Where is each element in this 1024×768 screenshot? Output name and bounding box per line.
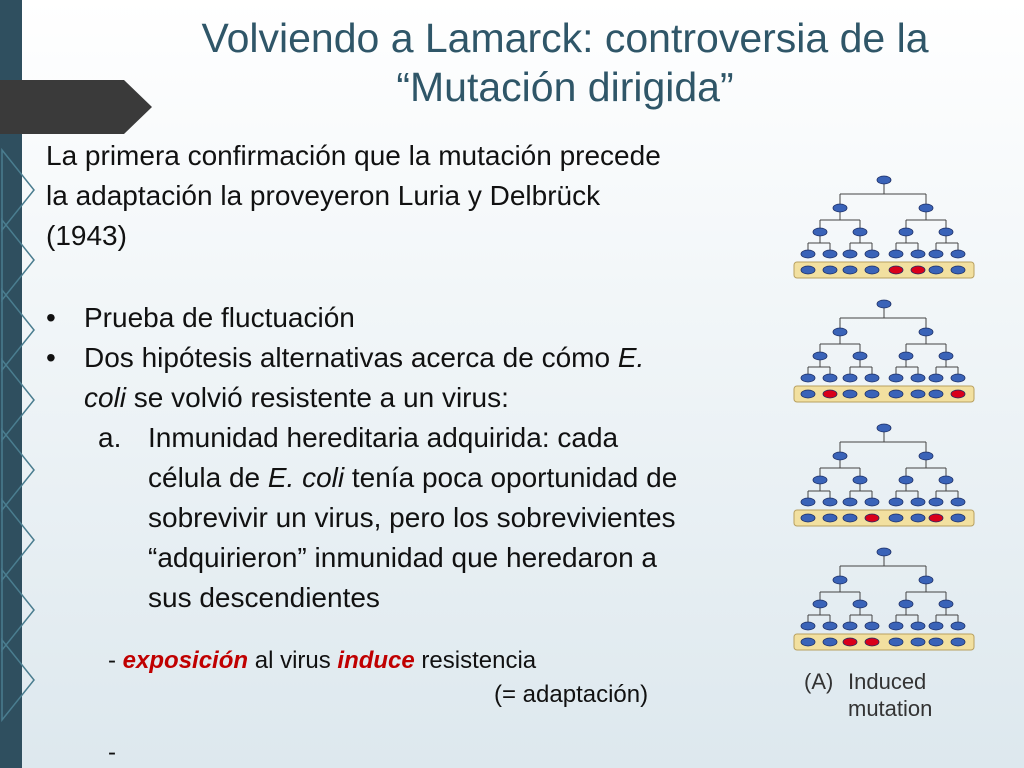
cell (877, 424, 891, 432)
note-dash: - (108, 647, 123, 674)
cell (929, 638, 943, 646)
cell (889, 250, 903, 258)
bullet-text-2b: se volvió resistente a un virus: (126, 382, 509, 413)
note-exposure: exposición (122, 647, 249, 674)
figure-label: (A) (804, 669, 834, 694)
induced-mutation-trees (788, 168, 980, 728)
cell (843, 622, 857, 630)
exposure-line-1 (108, 646, 728, 676)
cell (853, 600, 867, 608)
caption-line-2: mutation (848, 696, 933, 721)
cell (911, 250, 925, 258)
cell (801, 250, 815, 258)
cell (801, 514, 815, 522)
cell (865, 390, 879, 398)
cell (889, 622, 903, 630)
cell (911, 638, 925, 646)
ecoli-italic-a: E. (617, 342, 645, 373)
cell (951, 514, 965, 522)
cell (801, 390, 815, 398)
cell (823, 266, 837, 274)
figure-caption-text (848, 668, 988, 722)
cell (843, 514, 857, 522)
cell (877, 300, 891, 308)
sub-marker-a: a. (98, 422, 122, 453)
cell (843, 390, 857, 398)
cell (889, 498, 903, 506)
cell (853, 352, 867, 360)
cell (853, 228, 867, 236)
cell (813, 352, 827, 360)
cell (823, 390, 837, 398)
cell (877, 176, 891, 184)
bullet-marker: • (46, 342, 56, 373)
intro-line-1: La primera confirmación que la mutación precede (46, 140, 661, 171)
bullet-text-2-line-2 (84, 378, 509, 418)
sub-line-2b: tenía poca oportunidad de (344, 462, 678, 493)
cell (929, 514, 943, 522)
cell (929, 266, 943, 274)
cell (865, 374, 879, 382)
cell (919, 576, 933, 584)
cell (833, 204, 847, 212)
slide-title (130, 14, 1000, 112)
sub-line-4: “adquirieron” inmunidad que heredaron a (148, 542, 658, 573)
cell (865, 250, 879, 258)
exposure-note (108, 646, 728, 766)
cell (911, 374, 925, 382)
cell (929, 622, 943, 630)
cell (951, 498, 965, 506)
ecoli-italic-c: E. coli (267, 462, 345, 493)
cell (813, 228, 827, 236)
culture-plate (794, 634, 974, 650)
cell (929, 250, 943, 258)
cell (865, 498, 879, 506)
cell (951, 250, 965, 258)
intro-line-2: la adaptación la proveyeron Luria y Delbrück (46, 180, 601, 211)
cell (813, 600, 827, 608)
cell (951, 374, 965, 382)
cell (899, 352, 913, 360)
cell (911, 498, 925, 506)
cell (833, 328, 847, 336)
cell (951, 390, 965, 398)
cell (823, 622, 837, 630)
note-mid: al virus (248, 647, 338, 674)
cell (843, 638, 857, 646)
bullet-text-2a: Dos hipótesis alternativas acerca de cómo (84, 342, 618, 373)
cell (899, 600, 913, 608)
cell (951, 622, 965, 630)
cell (919, 328, 933, 336)
cell (801, 374, 815, 382)
cell (929, 374, 943, 382)
cell (911, 390, 925, 398)
bullet-text-1: Prueba de fluctuación (84, 302, 355, 333)
cell (865, 622, 879, 630)
cell (865, 638, 879, 646)
sub-line-2a: célula de (148, 462, 268, 493)
sub-line-3: sobrevivir un virus, pero los sobrevivientes (148, 502, 676, 533)
culture-plate (794, 510, 974, 526)
cell (833, 452, 847, 460)
cell (833, 576, 847, 584)
cell (919, 452, 933, 460)
cell (865, 266, 879, 274)
cell (813, 476, 827, 484)
cell (939, 228, 953, 236)
cell (801, 266, 815, 274)
second-dash: - (108, 739, 116, 766)
caption-line-1: Induced (848, 669, 927, 694)
cell (801, 638, 815, 646)
exposure-line-2: (= adaptación) (494, 681, 649, 708)
title-line-1: Volviendo a Lamarck: controversia de la (201, 15, 929, 61)
cell (801, 622, 815, 630)
cell (889, 390, 903, 398)
cell (951, 266, 965, 274)
cell (939, 352, 953, 360)
cell (911, 514, 925, 522)
cell (889, 374, 903, 382)
cell (865, 514, 879, 522)
cell (889, 638, 903, 646)
ecoli-italic-b: coli (84, 382, 127, 413)
sub-line-1: Inmunidad hereditaria adquirida: cada (148, 422, 619, 453)
cell (889, 266, 903, 274)
culture-plate (794, 386, 974, 402)
cell (823, 638, 837, 646)
title-line-2: “Mutación dirigida” (396, 64, 734, 110)
sub-line-5: sus descendientes (148, 582, 380, 613)
cell (899, 476, 913, 484)
cell (843, 250, 857, 258)
cell (823, 250, 837, 258)
cell (843, 374, 857, 382)
cell (823, 514, 837, 522)
cell (951, 638, 965, 646)
cell (801, 498, 815, 506)
note-end: resistencia (414, 647, 537, 674)
cell (911, 266, 925, 274)
cell (853, 476, 867, 484)
bullet-text-2-line-1 (84, 338, 644, 378)
cell (823, 498, 837, 506)
bullet-marker: • (46, 302, 56, 333)
cell (939, 600, 953, 608)
cell (911, 622, 925, 630)
cell (929, 498, 943, 506)
cell (919, 204, 933, 212)
sub-line-2 (148, 458, 677, 498)
cell (877, 548, 891, 556)
note-induce: induce (337, 647, 415, 674)
cell (929, 390, 943, 398)
cell (843, 498, 857, 506)
culture-plate (794, 262, 974, 278)
cell (843, 266, 857, 274)
cell (939, 476, 953, 484)
cell (823, 374, 837, 382)
intro-paragraph (46, 136, 806, 256)
cell (889, 514, 903, 522)
cell (899, 228, 913, 236)
intro-line-3: (1943) (46, 220, 127, 251)
